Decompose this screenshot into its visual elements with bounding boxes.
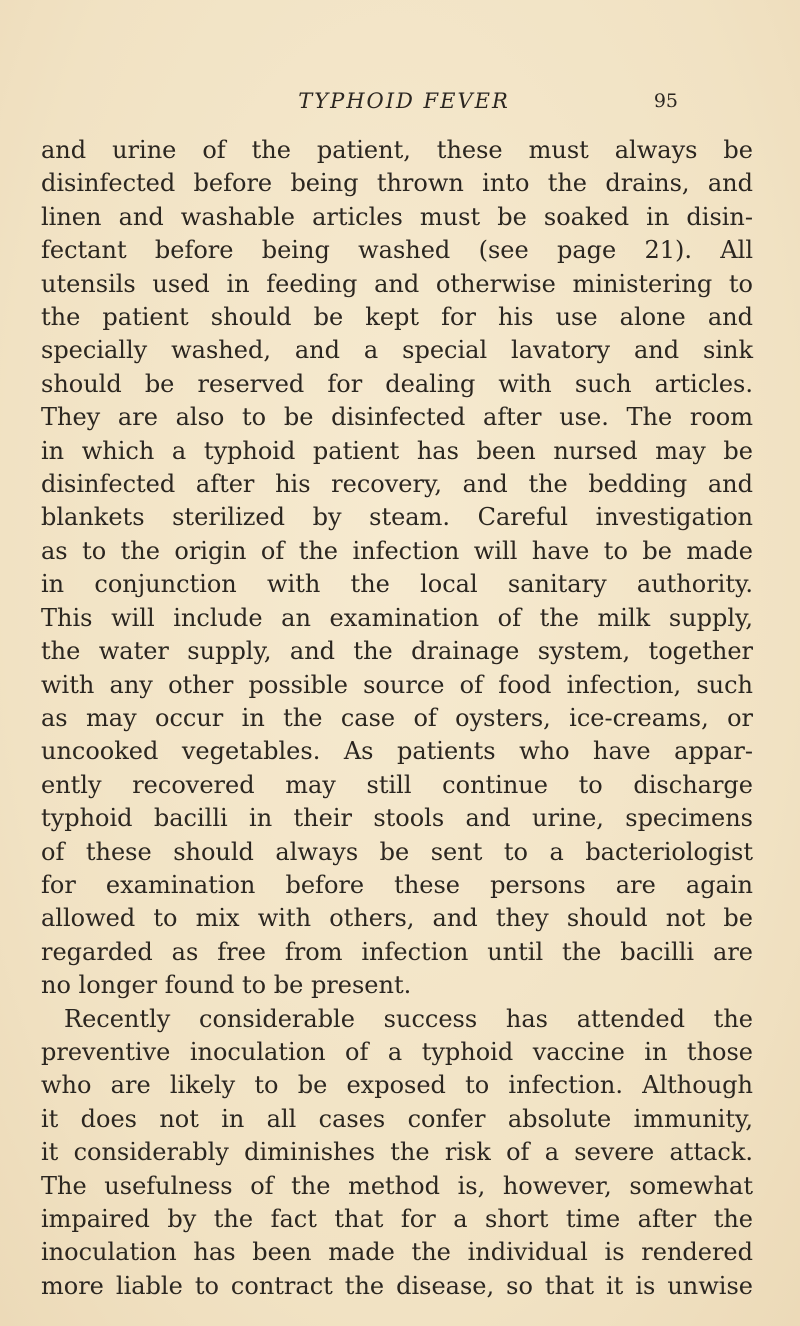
text-line: in conjunction with the local sanitary authority. — [41, 570, 753, 599]
text-line: in which a typhoid patient has been nursed may be — [41, 436, 753, 465]
text-line: as may occur in the case of oysters, ice-creams, or — [41, 703, 753, 732]
text-line: blankets sterilized by steam. Careful investigation — [41, 503, 753, 532]
running-head — [0, 86, 800, 116]
paragraph-1 — [41, 134, 753, 1003]
text-line: specially washed, and a special lavatory and sink — [41, 336, 753, 365]
text-line: and urine of the patient, these must always be — [41, 136, 753, 164]
text-line: linen and washable articles must be soaked in disin- — [41, 202, 753, 231]
text-line: should be reserved for dealing with such articles. — [41, 369, 753, 398]
text-line: no longer found to be present. — [41, 971, 412, 1000]
text-line: the water supply, and the drainage system, together — [41, 637, 753, 666]
text-line: preventive inoculation of a typhoid vaccine in those — [41, 1037, 753, 1066]
text-line: as to the origin of the infection will have to be made — [41, 536, 753, 565]
text-line: They are also to be disinfected after use. The room — [41, 403, 753, 432]
text-line: it considerably diminishes the risk of a severe attack. — [41, 1138, 753, 1167]
body-text — [41, 134, 753, 1303]
text-line: of these should always be sent to a bacteriologist — [41, 837, 753, 866]
text-line: typhoid bacilli in their stools and urine, specimens — [41, 804, 753, 833]
text-line: This will include an examination of the milk supply, — [41, 603, 753, 632]
running-title: TYPHOID FEVER — [298, 89, 510, 113]
text-line: the patient should be kept for his use alone and — [41, 303, 753, 332]
text-line: inoculation has been made the individual is rendered — [41, 1238, 753, 1267]
paragraph-2 — [41, 1003, 753, 1304]
text-line: allowed to mix with others, and they should not be — [41, 904, 753, 933]
text-line: uncooked vegetables. As patients who have appar- — [41, 737, 753, 766]
text-line: for examination before these persons are again — [41, 870, 753, 899]
text-line: regarded as free from infection until the bacilli are — [41, 937, 753, 966]
text-line: fectant before being washed (see page 21). All — [41, 236, 753, 265]
text-line: disinfected before being thrown into the drains, and — [41, 169, 753, 198]
text-line: The usefulness of the method is, however, somewhat — [41, 1171, 753, 1200]
text-line: more liable to contract the disease, so that it is unwise — [41, 1271, 753, 1300]
text-line: who are likely to be exposed to infection. Although — [41, 1071, 753, 1100]
text-line: with any other possible source of food infection, such — [41, 670, 753, 699]
page-number: 95 — [653, 90, 678, 112]
text-line: impaired by the fact that for a short time after the — [41, 1205, 753, 1233]
text-line: utensils used in feeding and otherwise ministering to — [41, 269, 753, 298]
text-line: disinfected after his recovery, and the bedding and — [41, 470, 753, 499]
text-line: it does not in all cases confer absolute immunity, — [41, 1104, 753, 1133]
text-line: Recently considerable success has attended the — [64, 1004, 753, 1033]
text-line: ently recovered may still continue to discharge — [41, 770, 753, 799]
